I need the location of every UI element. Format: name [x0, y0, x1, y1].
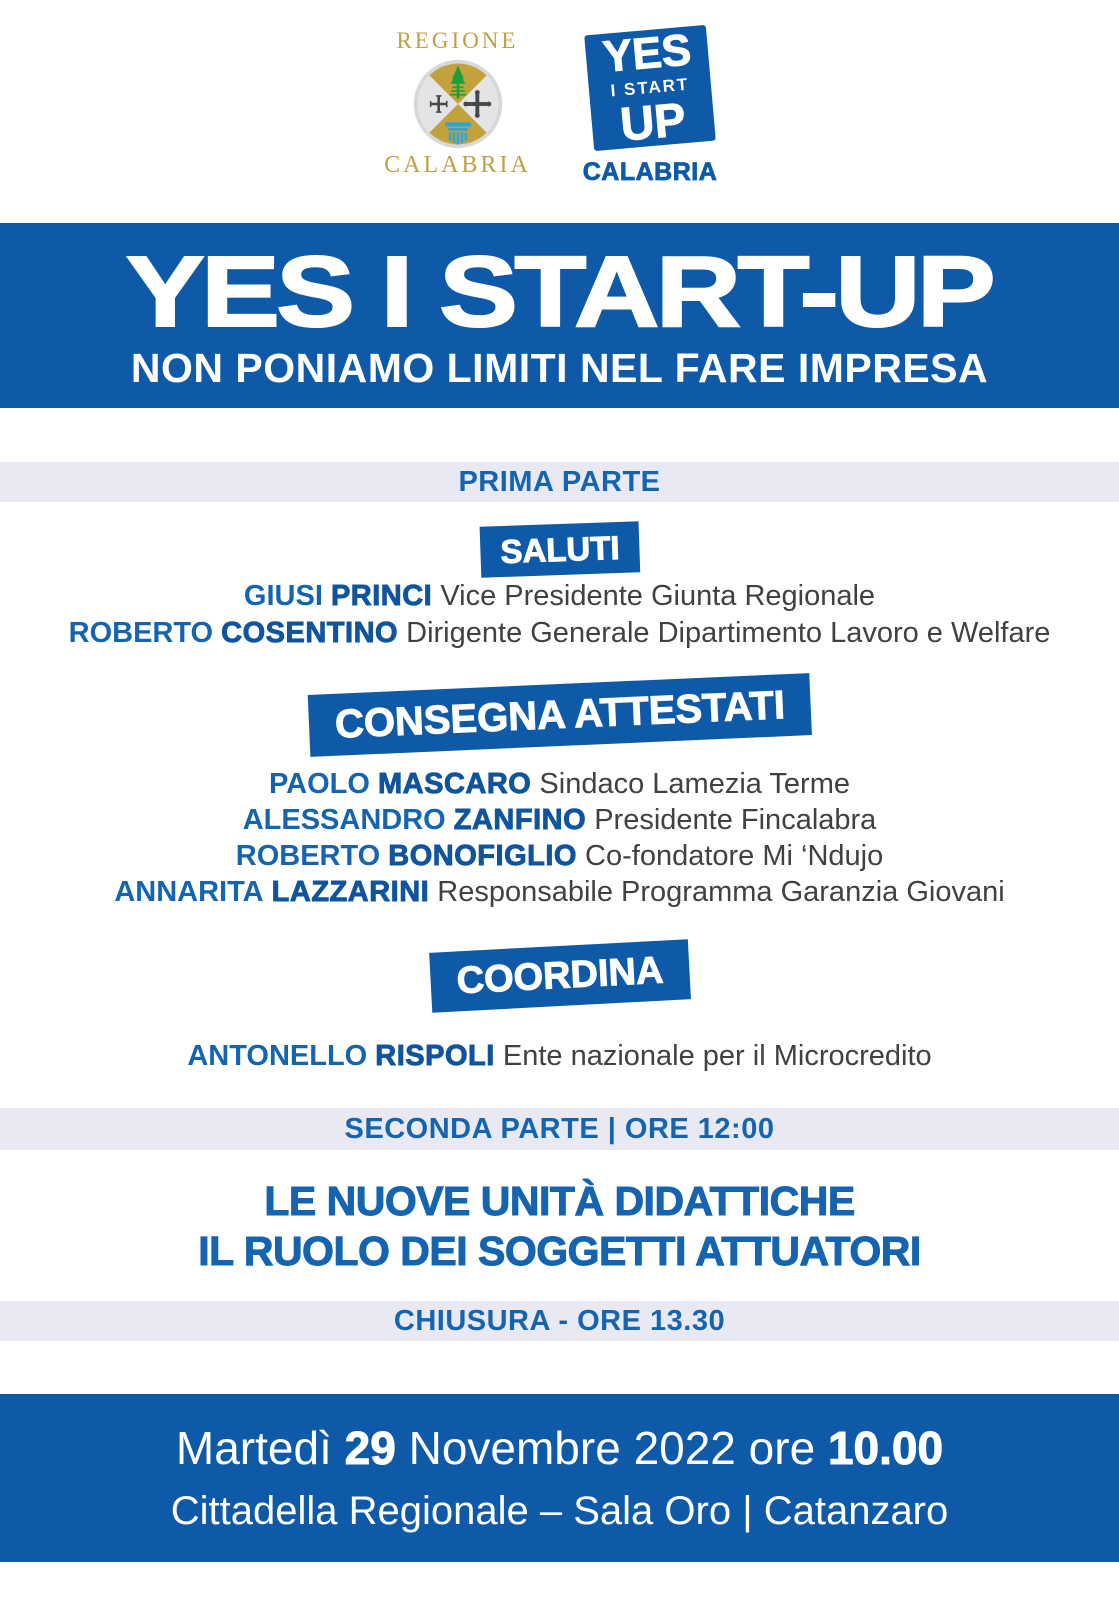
event-day-number: 29: [344, 1421, 396, 1474]
seconda-parte-label: SECONDA PARTE | ORE 12:00: [344, 1112, 775, 1145]
speaker-first-name: ALESSANDRO: [242, 804, 446, 836]
title-banner: [0, 223, 1119, 408]
coordina-tag: COORDINA: [429, 939, 691, 1012]
speaker-first-name: ROBERTO: [235, 840, 381, 872]
chiusura-label: CHIUSURA - ORE 13.30: [393, 1304, 726, 1337]
event-location-line: Cittadella Regionale – Sala Oro | Catanzaro: [170, 1489, 949, 1534]
headline-line-2: IL RUOLO DEI SOGGETTI ATTUATORI: [198, 1228, 921, 1274]
event-month-year: Novembre 2022 ore: [408, 1421, 816, 1474]
speaker-line: [0, 1038, 1119, 1074]
regione-calabria-emblem-icon: [412, 58, 504, 150]
speaker-last-name: PRINCI: [330, 580, 433, 612]
speaker-role: Dirigente Generale Dipartimento Lavoro e Welfare: [406, 617, 1051, 649]
speaker-line: [0, 615, 1119, 652]
yes-logo-word-up: UP: [618, 91, 688, 151]
seconda-parte-bar: [0, 1108, 1119, 1150]
poster-subtitle: NON PONIAMO LIMITI NEL FARE IMPRESA: [130, 345, 989, 391]
event-time: 10.00: [827, 1421, 944, 1474]
yes-logo-caption: CALABRIA: [582, 158, 718, 186]
event-details-footer: [0, 1394, 1119, 1562]
yes-logo-word-yes: YES: [600, 24, 693, 82]
speaker-role: Vice Presidente Giunta Regionale: [440, 580, 876, 612]
speaker-role: Co-fondatore Mi ‘Ndujo: [585, 840, 884, 872]
yes-i-start-up-logo-box: [584, 25, 716, 151]
consegna-attestati-speakers: [0, 766, 1119, 910]
coordina-speakers: [0, 1038, 1119, 1074]
speaker-first-name: ANNARITA: [114, 876, 264, 908]
speaker-first-name: ANTONELLO: [187, 1040, 368, 1072]
prima-parte-label: PRIMA PARTE: [458, 465, 661, 498]
yes-i-start-up-logo: [576, 24, 724, 187]
speaker-last-name: ZANFINO: [453, 804, 587, 836]
event-day-name: Martedì: [175, 1421, 332, 1474]
speaker-line: [0, 766, 1119, 802]
saluti-tag: SALUTI: [479, 521, 640, 578]
speaker-first-name: GIUSI: [243, 580, 323, 612]
speaker-last-name: BONOFIGLIO: [388, 840, 577, 872]
speaker-first-name: ROBERTO: [68, 617, 214, 649]
regione-logo-title: REGIONE: [396, 28, 519, 53]
consegna-attestati-tag: CONSEGNA ATTESTATI: [307, 673, 812, 757]
speaker-line: [0, 802, 1119, 838]
saluti-speakers: [0, 578, 1119, 652]
speaker-role: Sindaco Lamezia Terme: [539, 768, 850, 800]
speaker-role: Presidente Fincalabra: [594, 804, 877, 836]
speaker-role: Ente nazionale per il Microcredito: [502, 1040, 932, 1072]
speaker-last-name: LAZZARINI: [271, 876, 430, 908]
speaker-line: [0, 838, 1119, 874]
speaker-role: Responsabile Programma Garanzia Giovani: [437, 876, 1005, 908]
chiusura-bar: [0, 1301, 1119, 1341]
speaker-first-name: PAOLO: [268, 768, 370, 800]
prima-parte-bar: [0, 462, 1119, 502]
poster-title: YES I START-UP: [126, 236, 993, 348]
seconda-parte-headline: [0, 1176, 1119, 1276]
speaker-last-name: MASCARO: [378, 768, 532, 800]
regione-logo-subtitle: CALABRIA: [384, 152, 531, 178]
speaker-last-name: RISPOLI: [375, 1040, 495, 1072]
regione-calabria-logo: [375, 28, 540, 179]
speaker-last-name: COSENTINO: [221, 617, 399, 649]
event-date-line: [176, 1423, 943, 1474]
speaker-line: [0, 874, 1119, 910]
yes-logo-word-istart: I START: [609, 74, 691, 100]
headline-line-1: LE NUOVE UNITÀ DIDATTICHE: [264, 1178, 855, 1224]
speaker-line: [0, 578, 1119, 615]
